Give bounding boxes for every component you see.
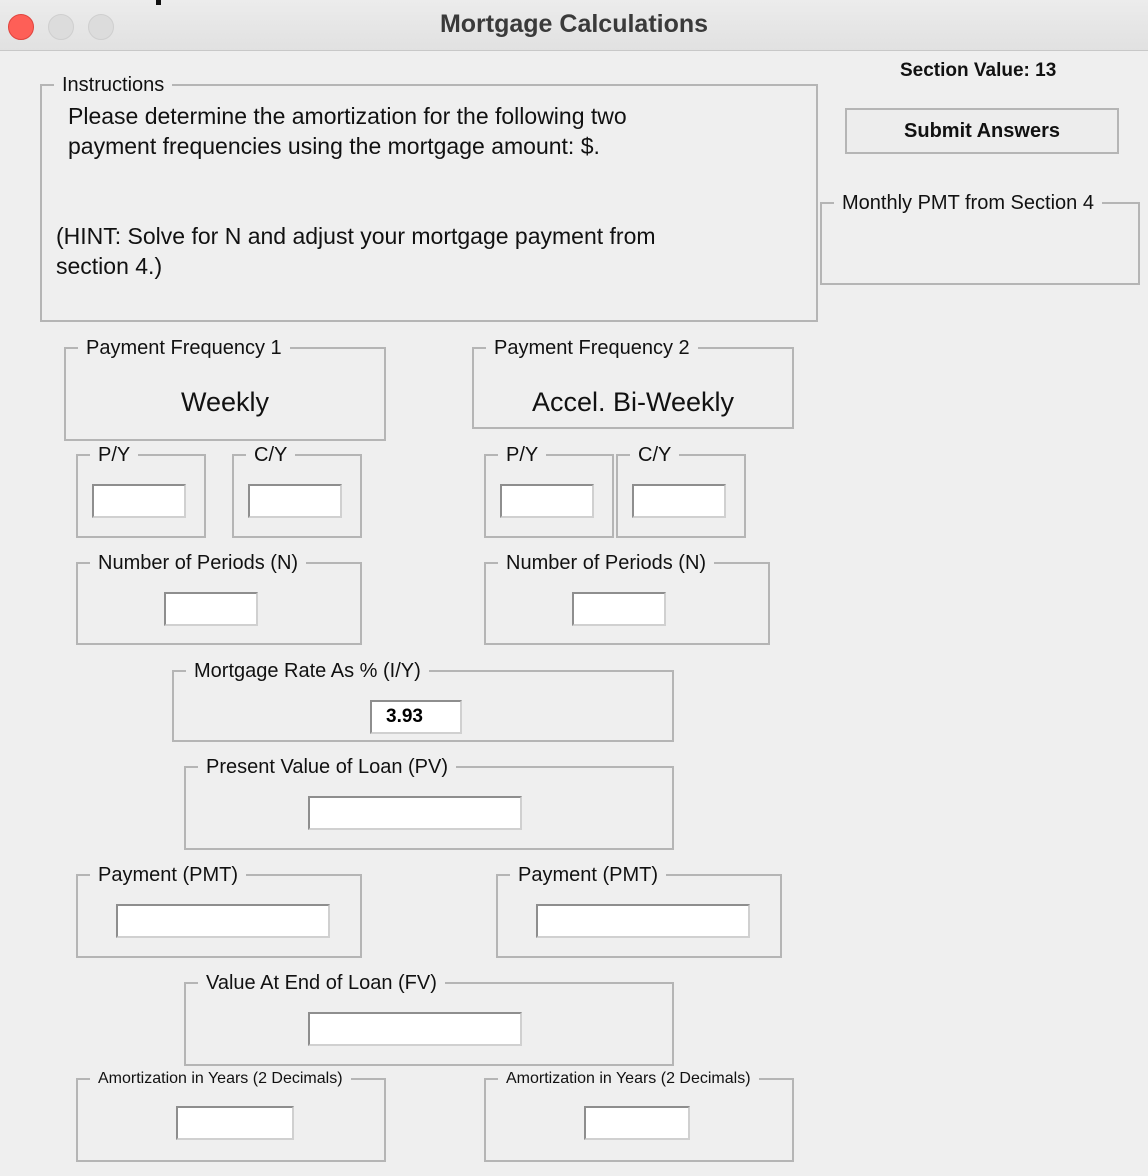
freq1-n-input[interactable] <box>164 592 258 626</box>
freq1-cy-label: C/Y <box>254 444 288 466</box>
future-value-input[interactable] <box>308 1012 522 1046</box>
freq1-py-input[interactable] <box>92 484 186 518</box>
freq1-n-label: Number of Periods (N) <box>98 552 299 574</box>
freq1-py-label: P/Y <box>98 444 131 466</box>
payment-frequency-2-panel <box>472 337 794 429</box>
freq1-pmt-input[interactable] <box>116 904 330 938</box>
payment-frequency-1-value: Weekly <box>180 387 270 417</box>
freq1-pmt-label: Payment (PMT) <box>98 864 239 886</box>
freq2-py-label: P/Y <box>506 444 539 466</box>
monthly-pmt-legend: Monthly PMT from Section 4 <box>842 192 1094 214</box>
payment-frequency-2-legend: Payment Frequency 2 <box>494 337 690 359</box>
instructions-hint: (HINT: Solve for N and adjust your mortgage payment from section 4.) <box>56 223 656 279</box>
payment-frequency-1-legend: Payment Frequency 1 <box>86 337 282 359</box>
mortgage-rate-input[interactable] <box>370 700 462 734</box>
freq2-n-input[interactable] <box>572 592 666 626</box>
freq2-cy-input[interactable] <box>632 484 726 518</box>
freq2-n-label: Number of Periods (N) <box>506 552 707 574</box>
present-value-label: Present Value of Loan (PV) <box>206 756 448 778</box>
section-value: Section Value: 13 <box>900 60 1057 81</box>
present-value-input[interactable] <box>308 796 522 830</box>
instructions-legend: Instructions <box>62 74 165 96</box>
freq2-py-input[interactable] <box>500 484 594 518</box>
freq1-amortization-input[interactable] <box>176 1106 294 1140</box>
mortgage-rate-label: Mortgage Rate As % (I/Y) <box>194 660 421 682</box>
submit-answers-button[interactable]: Submit Answers <box>845 108 1119 154</box>
freq2-pmt-input[interactable] <box>536 904 750 938</box>
payment-frequency-1-panel <box>64 337 386 441</box>
payment-frequency-2-value: Accel. Bi-Weekly <box>531 387 735 417</box>
freq2-amortization-input[interactable] <box>584 1106 690 1140</box>
freq2-amortization-label: Amortization in Years (2 Decimals) <box>506 1070 751 1087</box>
future-value-label: Value At End of Loan (FV) <box>206 972 437 994</box>
instructions-text: Please determine the amortization for the following two payment frequencies using the mortgage amount: $. <box>68 103 627 159</box>
cursor-mark <box>156 0 161 5</box>
monthly-pmt-panel <box>820 192 1140 285</box>
freq1-cy-input[interactable] <box>248 484 342 518</box>
window-title: Mortgage Calculations <box>439 10 709 38</box>
freq2-pmt-label: Payment (PMT) <box>518 864 659 886</box>
freq2-cy-label: C/Y <box>638 444 672 466</box>
title-bar <box>0 0 1148 51</box>
freq1-amortization-label: Amortization in Years (2 Decimals) <box>98 1070 343 1087</box>
